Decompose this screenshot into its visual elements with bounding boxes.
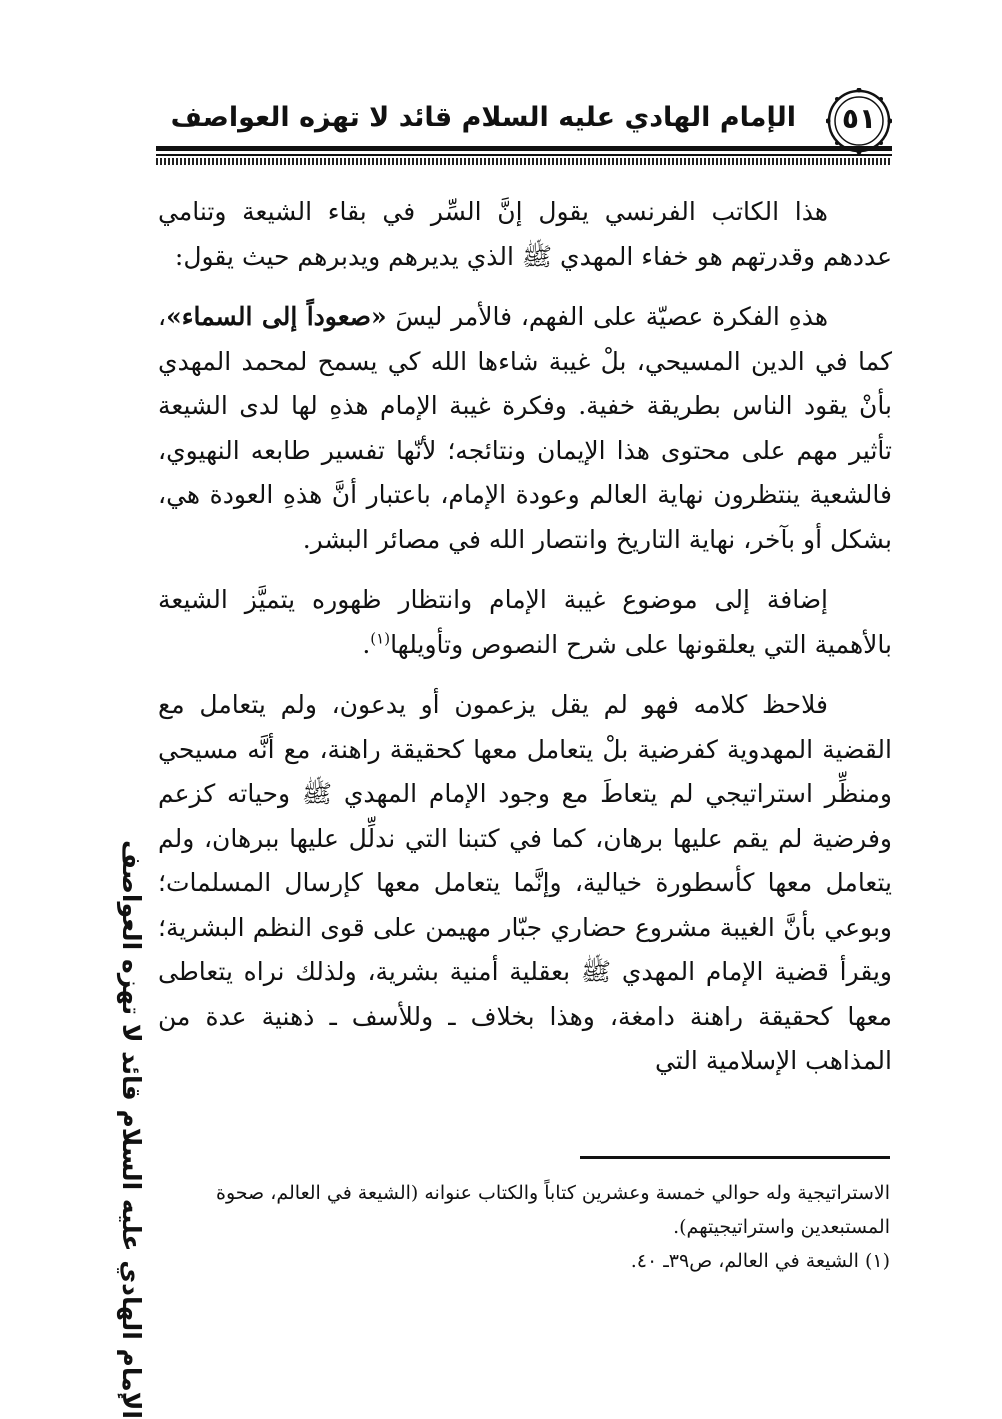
footnote-separator — [580, 1156, 890, 1159]
footnotes — [160, 1176, 890, 1278]
running-title: الإمام الهادي عليه السلام قائد لا تهزه العواصف — [170, 102, 796, 133]
vertical-side-title-text: الإمام الهادي عليه السلام قائد لا تهزه العواصف — [117, 840, 146, 1419]
interpretation-text: إضافة إلى موضوع غيبة الإمام وانتظار ظهوره يتميَّز الشيعة بالأهمية التي يعلقونها على شرح النصوص وتأويلها — [158, 585, 892, 659]
footnote-continuation: الاستراتيجية وله حوالي خمسة وعشرين كتاباً والكتاب عنوانه (الشيعة في العالم، صحوة المستبعدين واستراتيجيتهم). — [216, 1182, 890, 1238]
running-header — [156, 88, 892, 152]
footnote-1: (١) الشيعة في العالم، ص٣٩ـ ٤٠. — [630, 1250, 890, 1272]
header-rule-thin — [156, 154, 892, 156]
quote-open-mark: « — [371, 302, 387, 331]
header-rule-thick — [156, 146, 892, 151]
paragraph-interpretation — [158, 578, 892, 667]
paragraph-commentary: فلاحظ كلامه فهو لم يقل يزعمون أو يدعون، ولم يتعامل مع القضية المهدوية كفرضية بلْ يتعامل معها كحقيقة راهنة، مع أنَّه مسيحي ومنظِّر استراتيجي لم يتعاطَ مع وجود الإمام المهدي ﷺ وحياته كزعم وفرضية لم يقم عليها برهان، كما في كتبنا التي ندلِّل عليها ببرهان، ولم يتعامل معها كأسطورة خيالية، وإنَّما يتعامل معها كإرسال المسلمات؛ وبوعي بأنَّ الغيبة مشروع حضاري جبّار مهيمن على قوى النظم البشرية؛ ويقرأ قضية الإمام المهدي ﷺ بعقلية أمنية بشرية، ولذلك نراه يتعاطى معها كحقيقة راهنة دامغة، وهذا بخلاف ـ وللأسف ـ ذهنية عدة من المذاهب الإسلامية التي — [158, 690, 892, 1075]
paragraph-intro-line2: وقدرتهم هو خفاء المهدي ﷺ الذي يديرهم ويدبرهم حيث يقول: — [174, 241, 816, 271]
paragraph-quotation — [158, 295, 892, 562]
footnote-marker: (١) — [370, 629, 391, 648]
vertical-side-title — [108, 840, 156, 1419]
paragraph-intro — [158, 190, 892, 279]
interpretation-end: . — [362, 629, 371, 659]
header-rule-hatched — [156, 158, 892, 165]
page-number: ٥١ — [841, 102, 877, 135]
quotation-start: هذهِ الفكرة عصيّة على الفهم، فالأمر ليسَ — [386, 302, 828, 331]
quote-close-mark: » — [166, 302, 182, 331]
emphasized-phrase: صعوداً إلى السماء — [181, 302, 372, 331]
quotation-rest: ، كما في الدين المسيحي، بلْ غيبة شاءها الله كي يسمح لمحمد المهدي بأنْ يقود الناس بطريقة خفية. وفكرة غيبة الإمام هذهِ لها لدى الشيعة تأثير مهم على محتوى هذا الإيمان ونتائجه؛ لأنّها تفسير طابعه النهيوي، فالشعية ينتظرون نهاية العالم وعودة الإمام، باعتبار أنَّ هذهِ العودة هي، بشكل أو بآخر، نهاية التاريخ وانتصار الله في مصائر البشر. — [158, 302, 892, 554]
page-number-badge — [826, 88, 892, 154]
main-text — [158, 190, 892, 1100]
paragraph-intro-line1: هذا الكاتب الفرنسي يقول إنَّ السِّر في بقاء الشيعة وتنامي عددهم — [158, 197, 892, 271]
